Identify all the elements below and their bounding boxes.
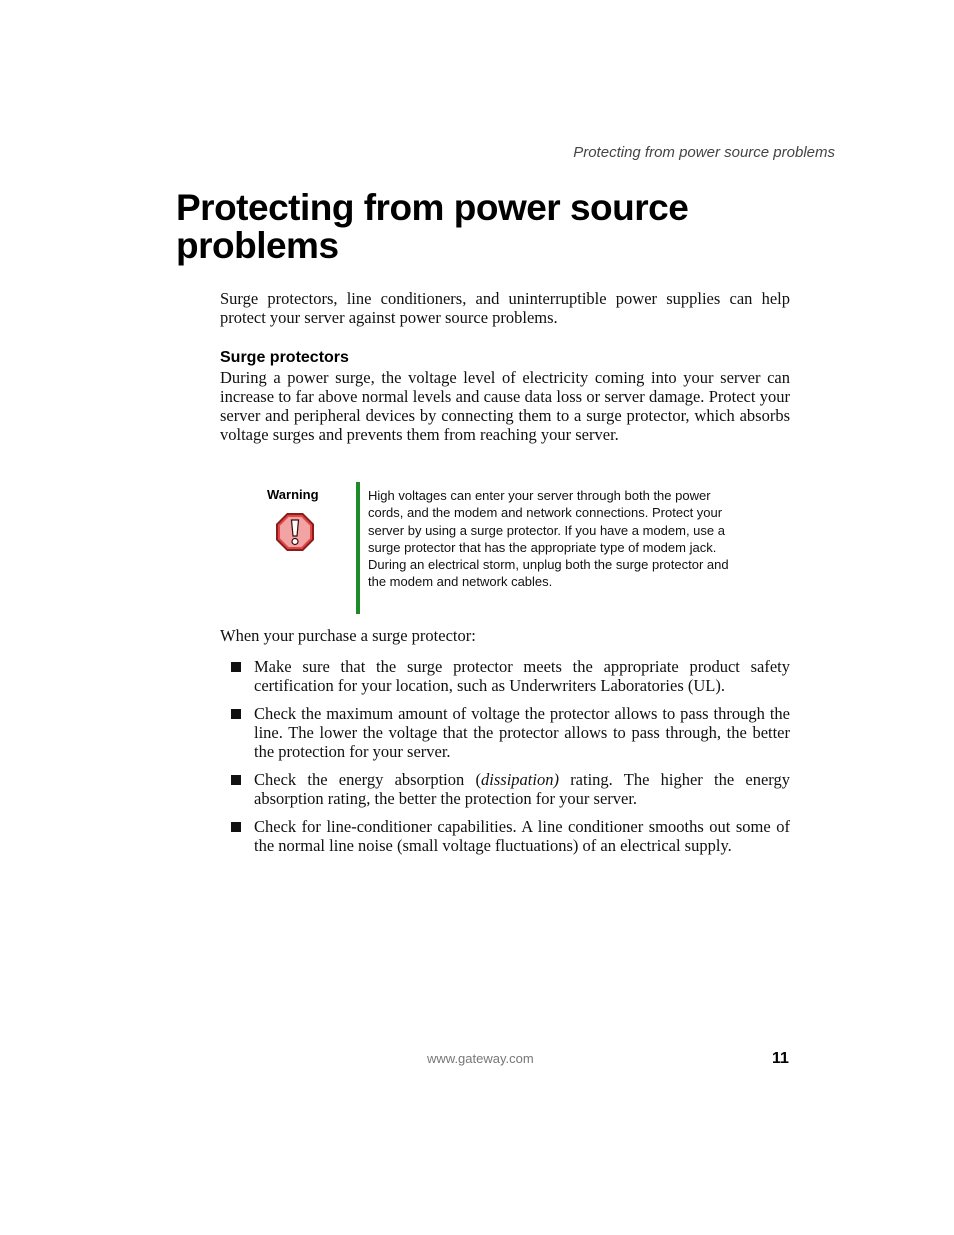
list-item xyxy=(228,817,790,855)
square-bullet-icon xyxy=(231,822,241,832)
purchase-intro: When your purchase a surge protector: xyxy=(220,626,476,645)
warning-bar xyxy=(356,482,360,614)
list-item-text-after: rating. The higher the energy absorption rating, the better the protection for your server. xyxy=(254,770,791,808)
square-bullet-icon xyxy=(231,775,241,785)
warning-octagon-icon xyxy=(274,511,316,553)
list-item-text-before: Check the energy absorption ( xyxy=(254,770,482,789)
list-item xyxy=(228,770,790,808)
bullet-list xyxy=(228,657,790,864)
list-item-text: Check for line-conditioner capabilities. A line conditioner smooths out some of the normal line noise (small voltage fluctuations) of an electrical supply. xyxy=(254,817,790,855)
section-heading-surge-protectors: Surge protectors xyxy=(220,349,349,366)
list-item xyxy=(228,704,790,761)
page-number: 11 xyxy=(772,1050,789,1067)
warning-label: Warning xyxy=(267,487,319,502)
list-item-text: Make sure that the surge protector meets the appropriate product safety certification for your location, such as Underwriters Laboratories (UL). xyxy=(254,657,790,695)
footer-url: www.gateway.com xyxy=(427,1051,534,1066)
square-bullet-icon xyxy=(231,709,241,719)
warning-text: High voltages can enter your server through both the power cords, and the modem and network connections. Protect your server by using a surge protector. If you have a modem, use a surge protector that has the appropriate type of modem jack. During an electrical storm, unplug both the surge protector and the modem and network cables. xyxy=(368,488,729,590)
list-item xyxy=(228,657,790,695)
list-item-text: Check the maximum amount of voltage the protector allows to pass through the line. The lower the voltage that the protector allows to pass through, the better the protection for your server. xyxy=(254,704,790,761)
list-item-emphasis: dissipation) xyxy=(481,770,559,789)
page-title: Protecting from power source problems xyxy=(176,187,689,266)
intro-paragraph: Surge protectors, line conditioners, and uninterruptible power supplies can help protect your server against power source problems. xyxy=(220,289,790,327)
running-header: Protecting from power source problems xyxy=(573,144,835,161)
square-bullet-icon xyxy=(231,662,241,672)
surge-protectors-paragraph: During a power surge, the voltage level of electricity coming into your server can increase to far above normal levels and cause data loss or server damage. Protect your server and peripheral devices by connecting them to a surge protector, which absorbs voltage surges and prevents them from reaching your server. xyxy=(220,368,790,444)
